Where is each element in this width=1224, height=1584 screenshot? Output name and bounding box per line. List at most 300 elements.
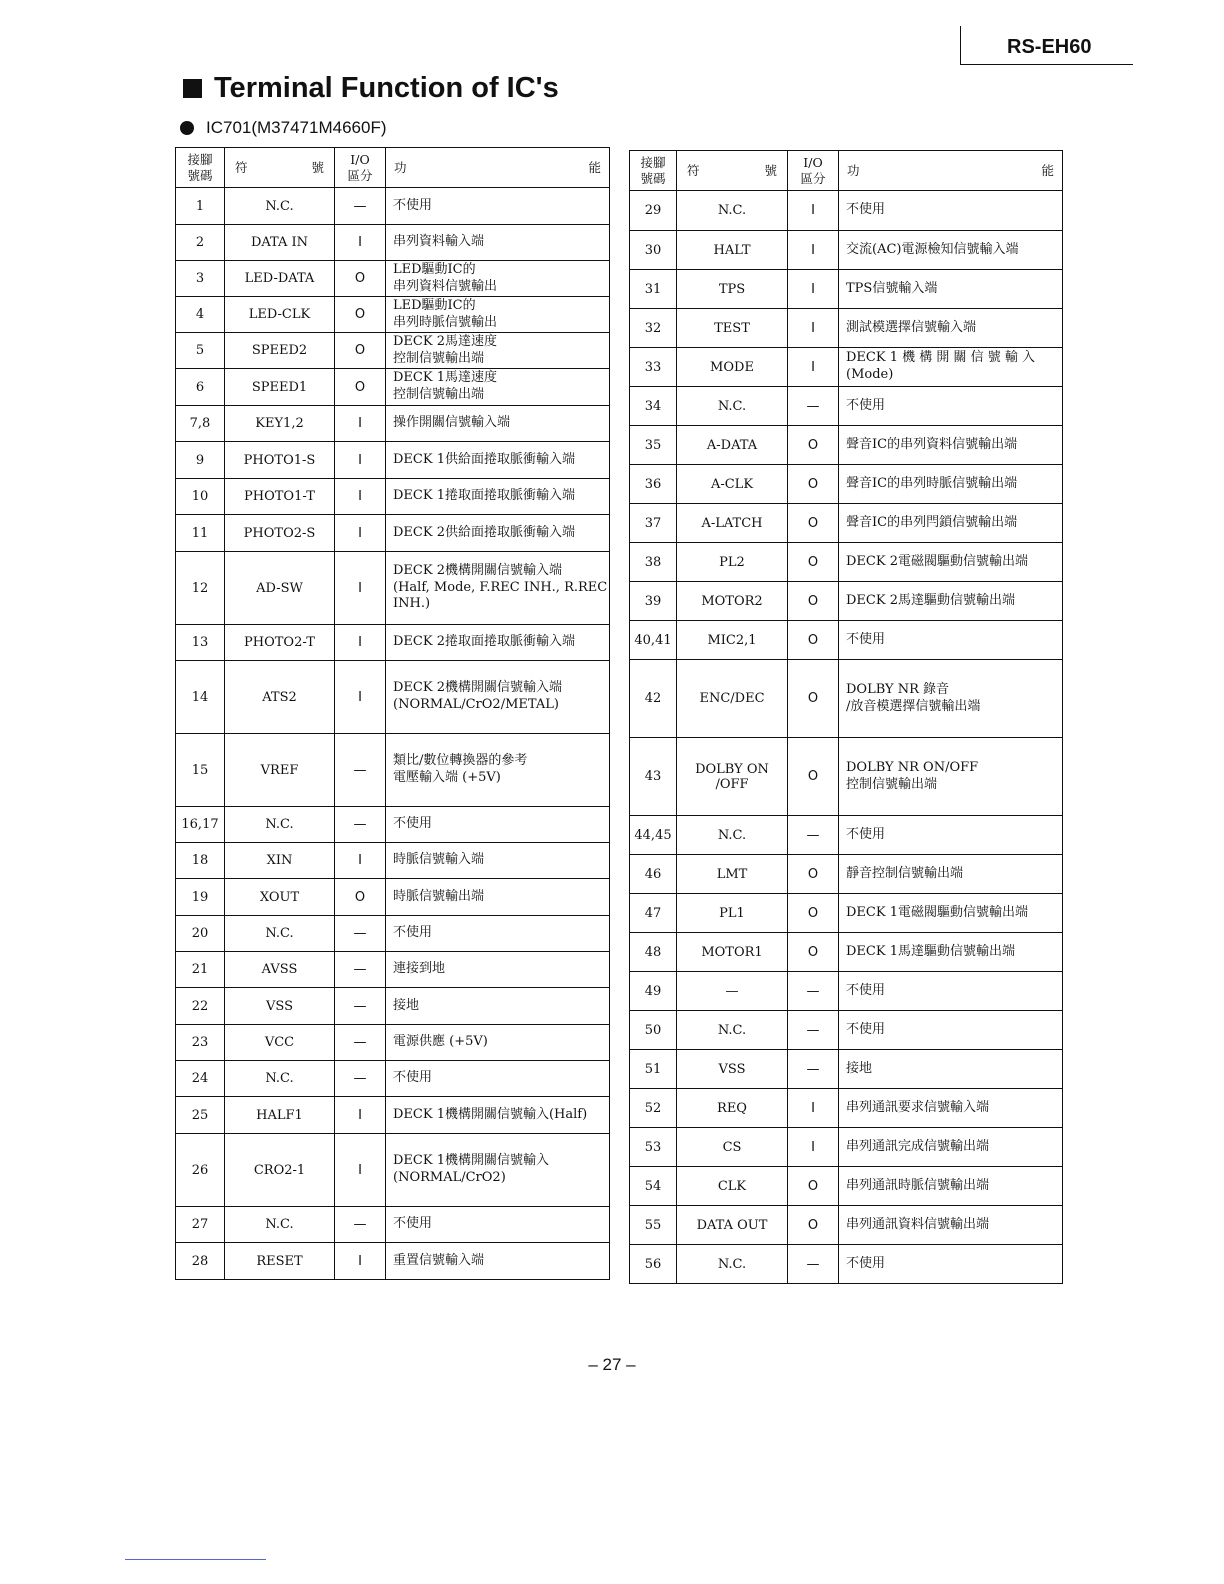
pin-number: 49 — [630, 972, 677, 1011]
table-row — [176, 406, 610, 442]
table-row — [176, 225, 610, 261]
pin-function-line: 控制信號輸出端 — [846, 776, 938, 792]
pin-function-line: LED驅動IC的 — [393, 261, 476, 277]
table-row — [630, 387, 1063, 426]
pin-function — [386, 479, 610, 515]
pin-function — [386, 1207, 610, 1243]
pin-function — [386, 552, 610, 625]
pin-symbol: AVSS — [225, 952, 335, 988]
pin-function-line: 串列時脈信號輸出 — [393, 314, 498, 330]
pin-number: 39 — [630, 582, 677, 621]
pin-symbol: RESET — [225, 1243, 335, 1280]
table-row — [630, 270, 1063, 309]
table-row — [176, 369, 610, 406]
pin-function-line: DECK 2電磁閥驅動信號輸出端 — [846, 553, 1028, 569]
pin-io-type: — — [788, 816, 839, 855]
pin-io-type: O — [788, 543, 839, 582]
table-row — [630, 621, 1063, 660]
table-row — [176, 1025, 610, 1061]
pin-table-right — [629, 150, 1063, 1284]
pin-function — [839, 231, 1063, 270]
pin-function-line: (NORMAL/CrO2) — [393, 1170, 506, 1185]
pin-symbol: MODE — [677, 348, 788, 387]
table-row — [176, 661, 610, 734]
pin-number: 30 — [630, 231, 677, 270]
pin-number: 2 — [176, 225, 225, 261]
pin-io-type: O — [335, 261, 386, 297]
pin-symbol: N.C. — [225, 188, 335, 225]
pin-io-type: I — [335, 661, 386, 734]
pin-symbol: KEY1,2 — [225, 406, 335, 442]
table-row — [630, 1167, 1063, 1206]
table-row — [630, 582, 1063, 621]
pin-number: 27 — [176, 1207, 225, 1243]
pin-function-line: 串列通訊完成信號輸出端 — [846, 1138, 990, 1154]
table-header-row — [630, 151, 1063, 191]
pin-function-line: 時脈信號輸入端 — [393, 852, 485, 868]
pin-symbol: CRO2-1 — [225, 1134, 335, 1207]
pin-function-line: 不使用 — [846, 397, 886, 413]
pin-io-type: O — [788, 621, 839, 660]
pin-number: 6 — [176, 369, 225, 406]
table-row — [176, 843, 610, 879]
pin-number: 26 — [176, 1134, 225, 1207]
pin-function-line: (Mode) — [846, 367, 894, 382]
table-row — [176, 879, 610, 916]
pin-function — [839, 894, 1063, 933]
table-row — [176, 552, 610, 625]
pin-function-line: (NORMAL/CrO2/METAL) — [393, 697, 559, 712]
pin-function-line: DECK 1機構開關信號輸入(Half) — [393, 1106, 588, 1122]
square-bullet-icon — [183, 79, 202, 98]
pin-io-type: O — [788, 465, 839, 504]
pin-function-line: 交流(AC)電源檢知信號輸入端 — [846, 241, 1019, 257]
table-row — [176, 1207, 610, 1243]
header-symbol: 符 號 — [225, 148, 335, 188]
pin-io-type: I — [788, 309, 839, 348]
pin-function — [839, 270, 1063, 309]
page-number: – 27 – — [588, 1355, 636, 1374]
pin-function — [839, 1245, 1063, 1284]
pin-function — [386, 333, 610, 369]
pin-io-type: I — [788, 1089, 839, 1128]
pin-function — [386, 188, 610, 225]
pin-number: 12 — [176, 552, 225, 625]
header-function: 功 能 — [839, 151, 1063, 191]
pin-function — [839, 543, 1063, 582]
pin-symbol: XIN — [225, 843, 335, 879]
pin-symbol: AD-SW — [225, 552, 335, 625]
pin-number: 36 — [630, 465, 677, 504]
pin-function-line: DECK 1 機 構 開 關 信 號 輸 入 — [846, 350, 1036, 366]
pin-io-type: I — [335, 479, 386, 515]
table-row — [176, 807, 610, 843]
pin-io-type: — — [788, 1245, 839, 1284]
pin-function-line: 重置信號輸入端 — [393, 1252, 485, 1268]
pin-function — [386, 515, 610, 552]
pin-io-type: O — [788, 738, 839, 816]
pin-io-type: — — [335, 952, 386, 988]
pin-number: 15 — [176, 734, 225, 807]
pin-io-type: O — [788, 1206, 839, 1245]
table-row — [176, 1097, 610, 1134]
pin-function — [386, 1061, 610, 1097]
pin-function — [839, 972, 1063, 1011]
pin-function-line: 操作開關信號輸入端 — [393, 415, 511, 431]
pin-number: 43 — [630, 738, 677, 816]
pin-function — [839, 1011, 1063, 1050]
table-row — [630, 855, 1063, 894]
pin-number: 9 — [176, 442, 225, 479]
pin-symbol: CLK — [677, 1167, 788, 1206]
pin-function — [839, 582, 1063, 621]
pin-function-line: DECK 2捲取面捲取脈衝輸入端 — [393, 634, 575, 650]
pin-function-line: DECK 1供給面捲取脈衝輸入端 — [393, 451, 575, 467]
header-symbol: 符 號 — [677, 151, 788, 191]
table-row — [176, 297, 610, 333]
pin-function — [386, 734, 610, 807]
pin-number: 14 — [176, 661, 225, 734]
pin-function — [386, 297, 610, 333]
pin-function-line: 電源供應 (+5V) — [393, 1034, 488, 1050]
pin-function-line: DECK 2機構開關信號輸入端 — [393, 562, 562, 578]
pin-function-line: 串列通訊時脈信號輸出端 — [846, 1177, 990, 1193]
pin-function-line: DECK 2馬達驅動信號輸出端 — [846, 592, 1015, 608]
pin-number: 37 — [630, 504, 677, 543]
table-row — [630, 816, 1063, 855]
pin-io-type: O — [788, 894, 839, 933]
pin-symbol: N.C. — [225, 807, 335, 843]
pin-number: 48 — [630, 933, 677, 972]
pin-function — [839, 1206, 1063, 1245]
pin-symbol: LED-CLK — [225, 297, 335, 333]
pin-symbol: N.C. — [225, 1207, 335, 1243]
pin-function — [839, 1167, 1063, 1206]
pin-function-line: 聲音IC的串列閂鎖信號輸出端 — [846, 514, 1018, 530]
table-row — [176, 515, 610, 552]
pin-io-type: I — [335, 406, 386, 442]
pin-function — [839, 1089, 1063, 1128]
pin-io-type: O — [335, 369, 386, 406]
pin-number: 23 — [176, 1025, 225, 1061]
pin-function — [386, 988, 610, 1025]
pin-symbol: PHOTO1-S — [225, 442, 335, 479]
pin-symbol: REQ — [677, 1089, 788, 1128]
pin-function-line: DECK 1馬達驅動信號輸出端 — [846, 943, 1015, 959]
pin-number: 47 — [630, 894, 677, 933]
table-row — [176, 333, 610, 369]
pin-function-line: 不使用 — [846, 826, 886, 842]
table-row — [176, 442, 610, 479]
pin-io-type: I — [335, 1243, 386, 1280]
pin-function-line: 不使用 — [393, 1070, 433, 1086]
pin-function — [386, 225, 610, 261]
pin-function — [839, 1050, 1063, 1089]
pin-io-type: O — [335, 879, 386, 916]
pin-io-type: I — [788, 270, 839, 309]
pin-symbol: ATS2 — [225, 661, 335, 734]
pin-symbol: TPS — [677, 270, 788, 309]
pin-number: 33 — [630, 348, 677, 387]
table-row — [630, 504, 1063, 543]
pin-function — [839, 621, 1063, 660]
pin-io-type: O — [788, 582, 839, 621]
pin-number: 38 — [630, 543, 677, 582]
pin-io-type: O — [788, 660, 839, 738]
pin-number: 44,45 — [630, 816, 677, 855]
pin-function-line: 不使用 — [393, 816, 433, 832]
pin-symbol: MOTOR1 — [677, 933, 788, 972]
pin-io-type: — — [788, 387, 839, 426]
pin-function-line: 不使用 — [846, 202, 886, 218]
pin-function — [839, 426, 1063, 465]
pin-symbol: MOTOR2 — [677, 582, 788, 621]
pin-symbol: N.C. — [677, 387, 788, 426]
pin-number: 40,41 — [630, 621, 677, 660]
pin-function-line: 聲音IC的串列時脈信號輸出端 — [846, 475, 1018, 491]
pin-function-line: 串列通訊要求信號輸入端 — [846, 1099, 990, 1115]
pin-io-type: O — [335, 297, 386, 333]
table-row — [630, 1011, 1063, 1050]
pin-number: 1 — [176, 188, 225, 225]
round-bullet-icon — [180, 121, 194, 135]
header-pin-no: 接腳 號碼 — [176, 148, 225, 188]
pin-function-line: 不使用 — [846, 1021, 886, 1037]
pin-number: 20 — [176, 916, 225, 952]
pin-function — [386, 1025, 610, 1061]
table-row — [176, 734, 610, 807]
pin-number: 3 — [176, 261, 225, 297]
pin-symbol: N.C. — [225, 916, 335, 952]
scan-artifact-line — [125, 1559, 266, 1560]
pin-function-line: 電壓輸入端 (+5V) — [393, 770, 501, 785]
pin-function — [839, 816, 1063, 855]
pin-function-line: DOLBY NR 錄音 — [846, 681, 950, 697]
pin-function-line: DECK 2馬達速度 — [393, 333, 497, 349]
pin-function — [839, 387, 1063, 426]
pin-number: 19 — [176, 879, 225, 916]
pin-function — [839, 348, 1063, 387]
pin-symbol: DATA IN — [225, 225, 335, 261]
pin-function-line: 類比/數位轉換器的參考 — [393, 753, 528, 769]
pin-number: 10 — [176, 479, 225, 515]
pin-number: 25 — [176, 1097, 225, 1134]
pin-io-type: — — [335, 807, 386, 843]
pin-function-line: 串列資料輸入端 — [393, 234, 485, 250]
pin-function — [386, 661, 610, 734]
pin-io-type: — — [788, 1011, 839, 1050]
section-title — [183, 72, 559, 105]
table-row — [176, 261, 610, 297]
pin-function-line: 接地 — [846, 1060, 873, 1076]
table-row — [176, 479, 610, 515]
pin-function-line: DECK 2供給面捲取脈衝輸入端 — [393, 524, 575, 540]
pin-function — [839, 504, 1063, 543]
pin-function-line: DECK 1捲取面捲取脈衝輸入端 — [393, 488, 575, 504]
pin-symbol: XOUT — [225, 879, 335, 916]
pin-function-line: 時脈信號輸出端 — [393, 888, 485, 904]
pin-symbol: LED-DATA — [225, 261, 335, 297]
pin-symbol: PL1 — [677, 894, 788, 933]
pin-symbol: N.C. — [677, 1011, 788, 1050]
pin-function-line: 不使用 — [393, 1216, 433, 1232]
pin-io-type: — — [335, 1025, 386, 1061]
pin-function-line: DECK 1馬達速度 — [393, 370, 497, 386]
table-row — [176, 916, 610, 952]
pin-io-type: — — [788, 1050, 839, 1089]
pin-function-line: 靜音控制信號輸出端 — [846, 865, 964, 881]
pin-function — [386, 952, 610, 988]
table-header-row — [176, 148, 610, 188]
pin-symbol: PHOTO1-T — [225, 479, 335, 515]
table-row — [630, 894, 1063, 933]
pin-number: 46 — [630, 855, 677, 894]
pin-io-type: — — [335, 1061, 386, 1097]
pin-number: 56 — [630, 1245, 677, 1284]
pin-symbol: VREF — [225, 734, 335, 807]
table-row — [630, 972, 1063, 1011]
pin-number: 7,8 — [176, 406, 225, 442]
pin-number: 32 — [630, 309, 677, 348]
pin-io-type: I — [788, 1128, 839, 1167]
pin-symbol: — — [677, 972, 788, 1011]
pin-symbol: PL2 — [677, 543, 788, 582]
table-row — [176, 625, 610, 661]
pin-function — [839, 1128, 1063, 1167]
pin-function-line: 不使用 — [846, 1255, 886, 1271]
section-title-text: Terminal Function of IC's — [214, 72, 559, 104]
pin-symbol: DOLBY ON /OFF — [677, 738, 788, 816]
pin-function-line: 控制信號輸出端 — [393, 350, 485, 366]
pin-function-line: 不使用 — [393, 197, 433, 213]
pin-function-line: 串列資料信號輸出 — [393, 278, 498, 294]
pin-number: 18 — [176, 843, 225, 879]
pin-function-line: /放音模選擇信號輸出端 — [846, 698, 981, 714]
model-header-box — [960, 26, 1133, 65]
pin-symbol: PHOTO2-S — [225, 515, 335, 552]
pin-function-line: TPS信號輸入端 — [846, 280, 938, 296]
pin-function-line: DECK 1電磁閥驅動信號輸出端 — [846, 904, 1028, 920]
pin-io-type: I — [335, 225, 386, 261]
pin-io-type: O — [788, 1167, 839, 1206]
pin-function — [839, 191, 1063, 231]
pin-function — [386, 1134, 610, 1207]
pin-function-line: (Half, Mode, F.REC INH., R.REC — [393, 579, 608, 595]
pin-function — [839, 465, 1063, 504]
pin-function — [839, 660, 1063, 738]
header-pin-no: 接腳 號碼 — [630, 151, 677, 191]
pin-symbol: LMT — [677, 855, 788, 894]
pin-symbol: N.C. — [677, 191, 788, 231]
table-row — [630, 660, 1063, 738]
pin-function — [386, 807, 610, 843]
pin-function-line: DECK 2機構開關信號輸入端 — [393, 680, 562, 696]
pin-function-line: 連接到地 — [393, 961, 446, 977]
pin-function — [386, 879, 610, 916]
pin-function — [386, 843, 610, 879]
table-row — [630, 933, 1063, 972]
pin-symbol: PHOTO2-T — [225, 625, 335, 661]
pin-symbol: MIC2,1 — [677, 621, 788, 660]
table-row — [630, 231, 1063, 270]
pin-symbol: VCC — [225, 1025, 335, 1061]
pin-function — [386, 406, 610, 442]
pin-number: 34 — [630, 387, 677, 426]
header-io: I/O 區分 — [788, 151, 839, 191]
pin-number: 54 — [630, 1167, 677, 1206]
pin-symbol: N.C. — [225, 1061, 335, 1097]
pin-function-line: DOLBY NR ON/OFF — [846, 759, 979, 775]
pin-function — [386, 442, 610, 479]
pin-io-type: I — [335, 552, 386, 625]
pin-io-type: I — [335, 515, 386, 552]
pin-symbol: HALT — [677, 231, 788, 270]
pin-function-line: 測試模選擇信號輸入端 — [846, 319, 977, 335]
pin-table-left — [175, 147, 610, 1280]
header-io: I/O 區分 — [335, 148, 386, 188]
pin-io-type: I — [335, 1134, 386, 1207]
table-row — [630, 309, 1063, 348]
pin-symbol: A-LATCH — [677, 504, 788, 543]
pin-function-line: DECK 1機構開關信號輸入 — [393, 1153, 549, 1169]
table-row — [630, 1050, 1063, 1089]
pin-function-line: 串列通訊資料信號輸出端 — [846, 1216, 990, 1232]
pin-function-line: 不使用 — [846, 982, 886, 998]
table-row — [630, 1206, 1063, 1245]
pin-number: 29 — [630, 191, 677, 231]
pin-io-type: O — [788, 504, 839, 543]
table-row — [176, 988, 610, 1025]
table-row — [176, 952, 610, 988]
pin-number: 53 — [630, 1128, 677, 1167]
table-row — [630, 1245, 1063, 1284]
ic-subtitle — [180, 118, 386, 138]
pin-number: 5 — [176, 333, 225, 369]
pin-number: 11 — [176, 515, 225, 552]
table-row — [630, 191, 1063, 231]
pin-io-type: I — [788, 231, 839, 270]
ic-subtitle-text: IC701(M37471M4660F) — [206, 118, 387, 137]
pin-symbol: N.C. — [677, 816, 788, 855]
table-row — [176, 1061, 610, 1097]
pin-function — [386, 1097, 610, 1134]
pin-number: 4 — [176, 297, 225, 333]
pin-symbol: HALF1 — [225, 1097, 335, 1134]
table-row — [630, 465, 1063, 504]
table-row — [176, 188, 610, 225]
pin-symbol: VSS — [225, 988, 335, 1025]
pin-symbol: ENC/DEC — [677, 660, 788, 738]
pin-function — [839, 309, 1063, 348]
table-row — [176, 1134, 610, 1207]
pin-function — [839, 738, 1063, 816]
pin-number: 51 — [630, 1050, 677, 1089]
pin-io-type: O — [788, 855, 839, 894]
pin-function-line: 不使用 — [846, 631, 886, 647]
pin-number: 21 — [176, 952, 225, 988]
pin-symbol: A-CLK — [677, 465, 788, 504]
pin-symbol: SPEED1 — [225, 369, 335, 406]
pin-io-type: I — [335, 843, 386, 879]
pin-io-type: O — [335, 333, 386, 369]
pin-number: 55 — [630, 1206, 677, 1245]
pin-function — [839, 933, 1063, 972]
pin-io-type: — — [335, 734, 386, 807]
pin-io-type: O — [788, 426, 839, 465]
pin-symbol: CS — [677, 1128, 788, 1167]
pin-io-type: — — [335, 916, 386, 952]
pin-io-type: O — [788, 933, 839, 972]
